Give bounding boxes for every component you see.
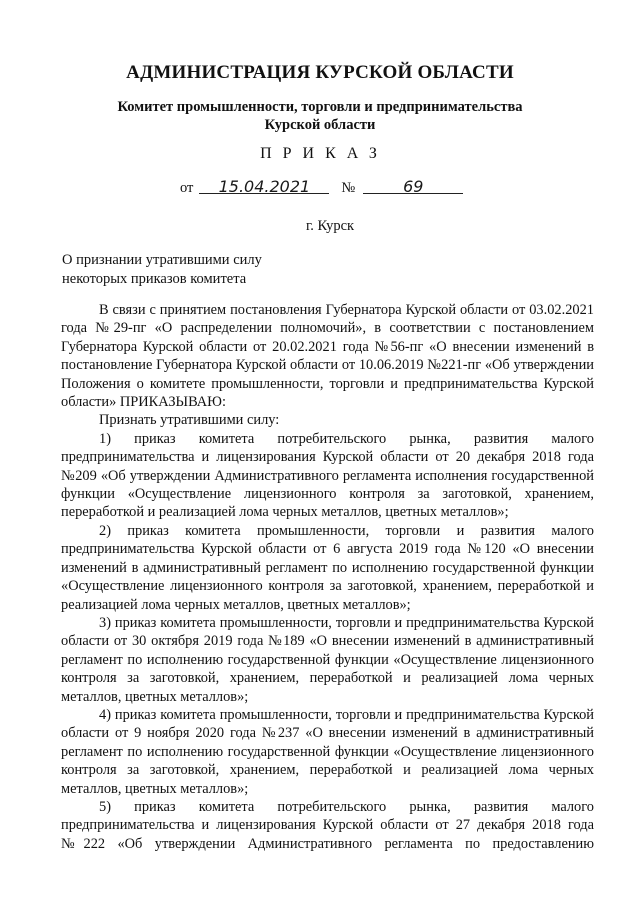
subject-block xyxy=(62,251,262,289)
list-item: 1) приказ комитета потребительского рынка, развития малого предпринимательства и лицензирования Курской области от 20 декабря 2018 года №209 «Об утверждении Административного регламента исполнения государственной функции «Осуществление лицензионного контроля за заготовкой, хранением, переработкой и реализацией лома черных металлов, цветных металлов»; xyxy=(61,430,594,521)
organization-title: АДМИНИСТРАЦИЯ КУРСКОЙ ОБЛАСТИ xyxy=(126,62,514,83)
order-body xyxy=(61,301,594,853)
list-item: 5) приказ комитета потребительского рынка, развития малого предпринимательства и лицензирования Курской области от 27 декабря 2018 года №222 «Об утверждении Административного регламента по предоставлению xyxy=(61,798,594,852)
handwritten-date: 15.04.2021 xyxy=(199,177,329,196)
committee-line-2: Курской области xyxy=(264,117,376,133)
subject-line-2: некоторых приказов комитета xyxy=(62,271,247,287)
committee-line-1: Комитет промышленности, торговли и предпринимательства xyxy=(117,99,523,115)
preamble-paragraph: В связи с принятием постановления Губернатора Курской области от 03.02.2021 года №29-пг «О распределении полномочий», в соответствии с постановлением Губернатора Курской области от 20.02.2021 года №56-пг «О внесении изменений в постановление Губернатора Курской области от 10.06.2019 №221-пг «Об утверждении Положения о комитете промышленности, торговли и предпринимательства Курской области» ПРИКАЗЫВАЮ: xyxy=(61,302,594,411)
date-number-line xyxy=(180,177,463,197)
city: г. Курск xyxy=(305,218,355,234)
recognize-line: Признать утратившими силу: xyxy=(99,412,280,429)
list-item: 2) приказ комитета промышленности, торговли и развития малого предпринимательства Курской области от 6 августа 2019 года №120 «О внесении изменений в административный регламент по исполнению государственной функции «Осуществление лицензионного контроля за заготовкой, хранением, переработкой и реализацией лома черных металлов, цветных металлов»; xyxy=(61,522,594,613)
committee-name xyxy=(0,98,640,134)
from-label: от xyxy=(180,180,194,196)
number-label: № xyxy=(341,180,356,196)
document-type: ПРИКАЗ xyxy=(260,145,388,162)
handwritten-number: 69 xyxy=(363,177,463,196)
list-item: 4) приказ комитета промышленности, торговли и предпринимательства Курской области от 9 ноября 2020 года №237 «О внесении изменений в административный регламент по исполнению государственной функции «Осуществление лицензионного контроля за заготовкой, хранением, переработкой и реализацией лома черных металлов, цветных металлов»; xyxy=(61,706,594,797)
subject-line-1: О признании утратившими силу xyxy=(62,252,262,268)
list-item: 3) приказ комитета промышленности, торговли и предпринимательства Курской области от 30 октября 2019 года №189 «О внесении изменений в административный регламент по исполнению государственной функции «Осуществление лицензионного контроля за заготовкой, хранением, переработкой и реализацией лома черных металлов, цветных металлов»; xyxy=(61,614,594,705)
